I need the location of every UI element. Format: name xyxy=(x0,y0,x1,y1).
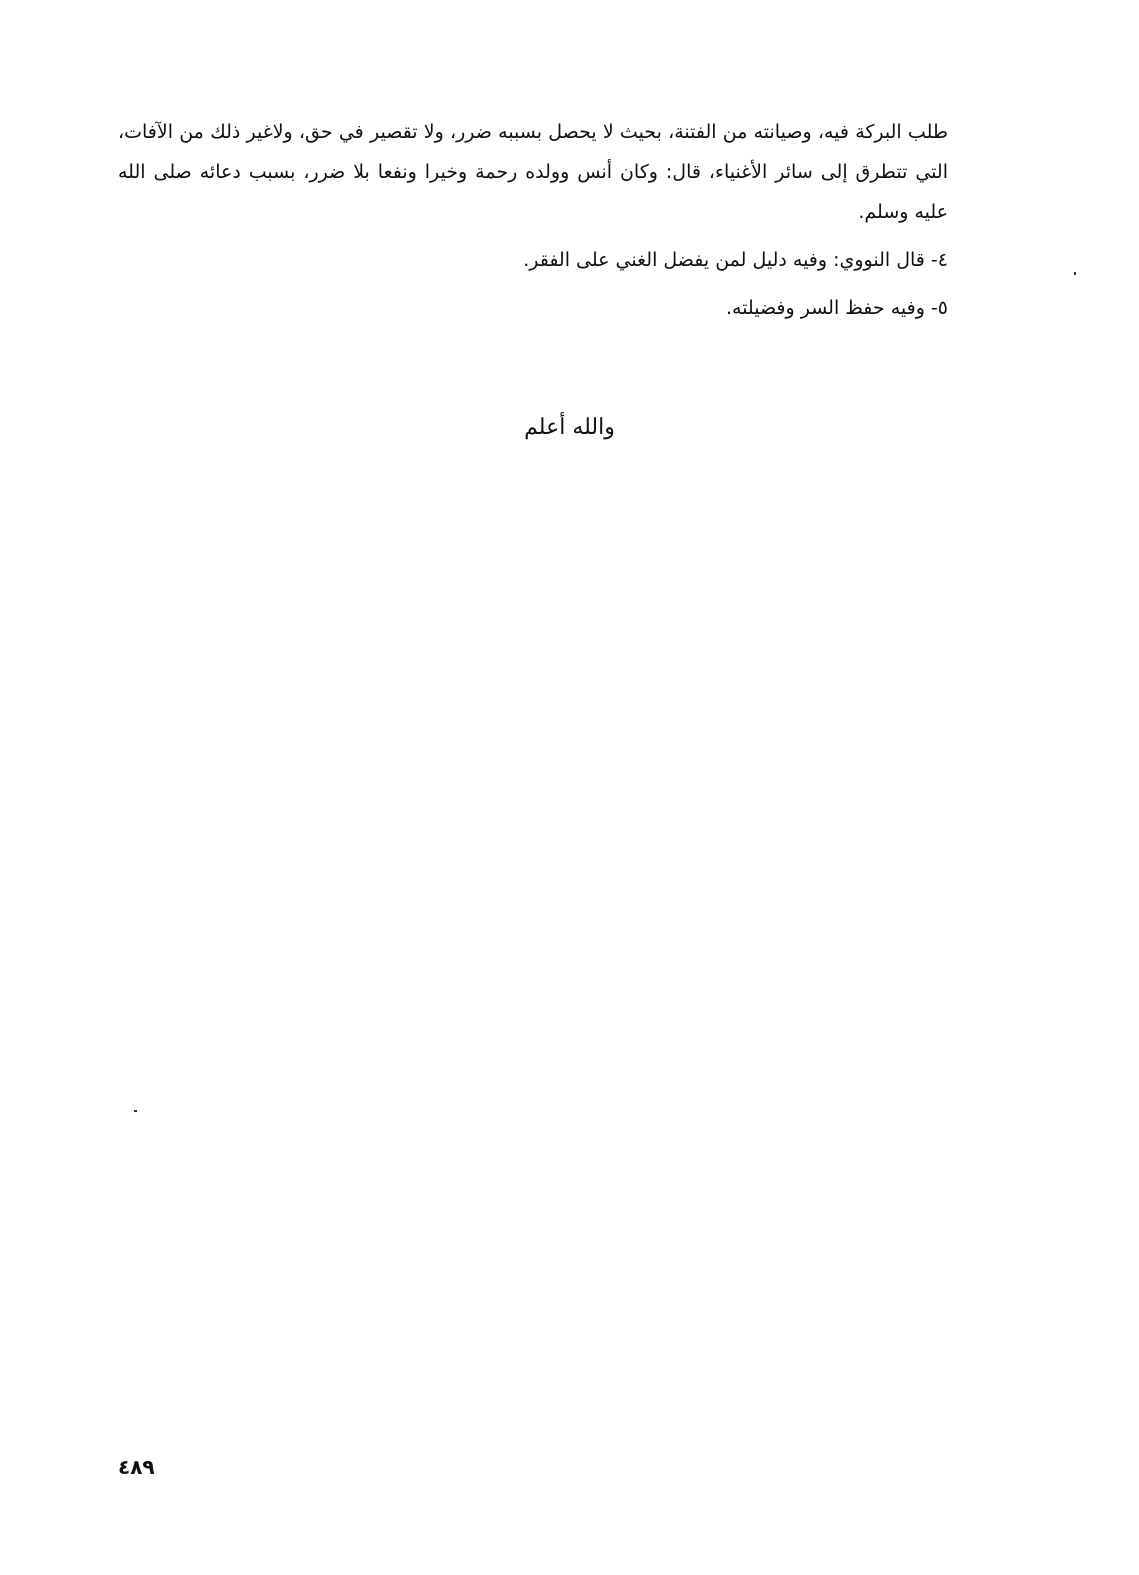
list-item-4: ٤- قال النووي: وفيه دليل لمن يفضل الغني على الفقر. xyxy=(523,249,948,271)
scan-speck xyxy=(1074,272,1076,275)
body-paragraph: طلب البركة فيه، وصيانته من الفتنة، بحيث لا يحصل بسببه ضرر، ولا تقصير في حق، ولاغير ذلك من الآفات، التي تتطرق إلى سائر الأغنياء، قال: وكان أنس وولده رحمة وخيرا ونفعا بلا ضرر، بسبب دعائه صلى الله عليه وسلم. xyxy=(118,121,948,223)
main-content xyxy=(118,112,948,328)
page-number: ٤٨٩ xyxy=(118,1455,155,1479)
closing-phrase: والله أعلم xyxy=(524,415,615,440)
scan-speck xyxy=(134,1110,137,1112)
list-item-5: ٥- وفيه حفظ السر وفضيلته. xyxy=(725,297,948,319)
